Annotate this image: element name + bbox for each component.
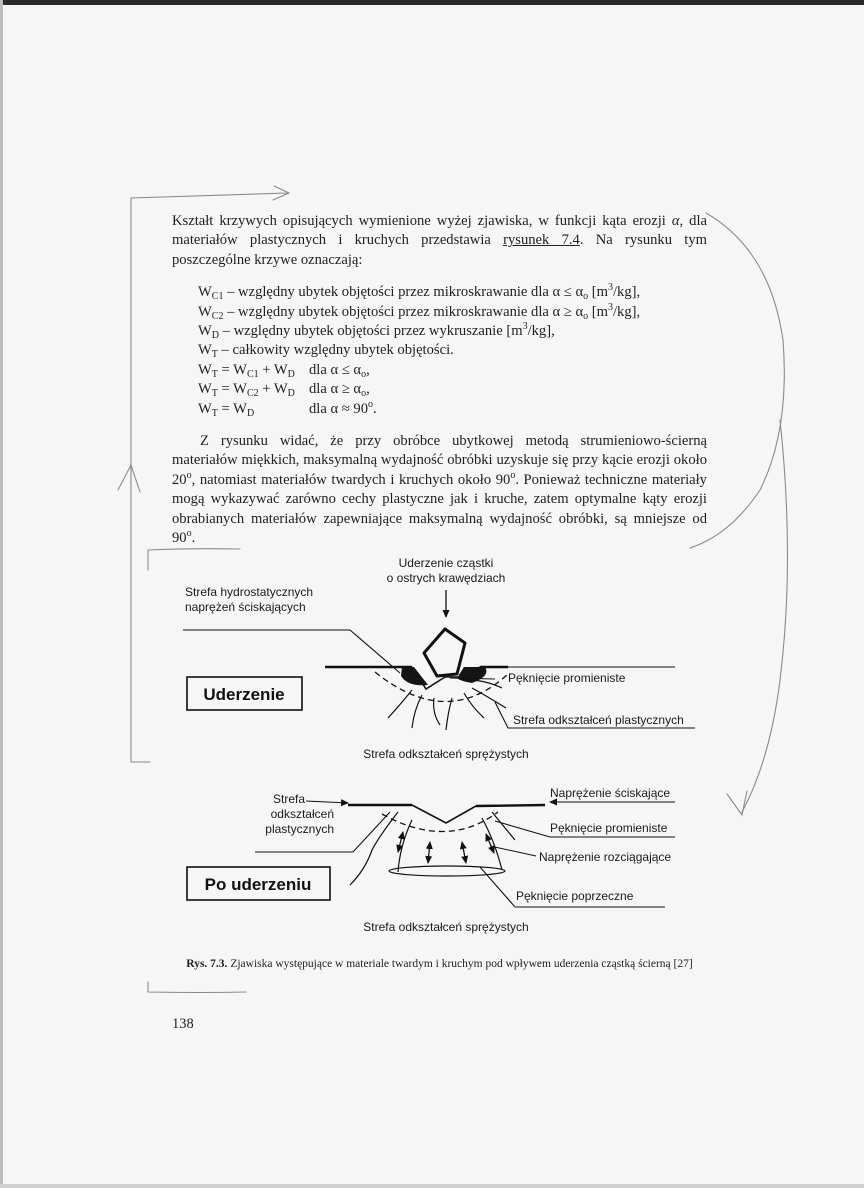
annotation-arrow-right (727, 791, 747, 815)
label-plastic-b2: odkształceń (270, 807, 334, 821)
equation-1: $W_T = W_{C1} + W_D$ dla $\alpha \le \alpha_o$, (198, 361, 370, 380)
intro-text-2: , dla materiałów plastycznych i kruchych przedstawia (172, 213, 707, 249)
label-tensile: Naprężenie rozciągające (539, 850, 672, 864)
label-plastic-top: Strefa odkształceń plastycznych (513, 713, 684, 727)
definition-wd: $W_D$ – względny ubytek objętości przez wykruszanie $[m^3/kg]$, (198, 321, 555, 342)
label-elastic-b: Strefa odkształceń sprężystych (363, 920, 529, 934)
abrasive-particle (424, 629, 465, 676)
body-text (172, 212, 707, 549)
label-elastic-top: Strefa odkształceń sprężystych (363, 747, 529, 761)
label-compressive: Naprężenie ściskające (550, 786, 671, 800)
figure-reference-link[interactable]: rysunek 7.4 (503, 232, 580, 249)
label-po-uderzeniu: Po uderzeniu (204, 875, 312, 894)
label-plastic-b1: Strefa (272, 792, 305, 806)
label-radial-b: Pęknięcie promieniste (550, 821, 668, 835)
annotation-arrow-up (118, 465, 140, 492)
surface-b-right (476, 805, 545, 806)
label-hydro-line1: Strefa hydrostatycznych (185, 585, 314, 599)
label-hydro-line2: naprężeń ściskających (185, 600, 306, 614)
label-uderzenie: Uderzenie (203, 685, 285, 704)
leader-radial-inner (450, 678, 495, 679)
radial-cracks (388, 680, 506, 730)
arrow-plastic-b (306, 801, 348, 803)
conclusion-paragraph: Z rysunku widać, że przy obróbce ubytkowej metodą strumieniowo-ścierną materiałów miękkich, maksymalną wydajność obróbki uzyskuje się przy kącie erozji około 20$^o$, natomiast materiałów twardych i kruchych około 90$^o$. Ponieważ techniczne materiały mogą wykazywać zarówno cechy plastyczne jak i kruche, zatem optymalne kąty erozji obrabianych materiałów zapewniające maksymalną wydajność obróbki, są mniejsze od 90$^o$. (172, 433, 707, 547)
lateral-crack-ellipse (389, 866, 505, 876)
tensile-arrows (398, 832, 494, 863)
alpha-symbol: α (671, 213, 680, 229)
label-plastic-b3: plastycznych (265, 822, 334, 836)
plastic-zone-b (382, 812, 498, 832)
annotation-bracket-left (131, 205, 150, 762)
label-particle-line1: Uderzenie cząstki (398, 556, 494, 570)
page-number: 138 (172, 1016, 194, 1032)
caption-text: Zjawiska występujące w materiale twardym i kruchym pod wpływem uderzenia cząstką ścierną [27] (227, 958, 693, 970)
figure-impact-diagram (150, 550, 710, 945)
intro-text-1: Kształt krzywych opisujących wymienione wyżej zjawiska, w funkcji kąta erozji (172, 213, 672, 229)
annotation-arrow-top (131, 186, 289, 205)
definition-wc2: $W_{C2}$ – względny ubytek objętości przez mikroskrawanie dla $\alpha \ge \alpha_o$ $[m^3/kg]$, (198, 301, 641, 322)
after-impact-panel (187, 786, 675, 934)
dent-outline (412, 805, 476, 823)
definitions-list (198, 283, 707, 419)
equation-3: $W_T = W_D$ dla $\alpha \approx 90^o$. (198, 398, 377, 419)
intro-text-3: . Na rysunku tym poszczególne krzywe oznaczają: (172, 232, 707, 268)
label-radial-top: Pęknięcie promieniste (508, 671, 626, 685)
caption-label: Rys. 7.3. (186, 958, 228, 970)
figure-caption (172, 957, 707, 972)
hydro-zone-left (401, 667, 428, 685)
intro-paragraph (172, 212, 707, 270)
label-lateral: Pęknięcie poprzeczne (516, 889, 634, 903)
label-particle-line2: o ostrych krawędziach (386, 571, 506, 585)
equation-2: $W_T = W_{C2} + W_D$ dla $\alpha \ge \alpha_o$, (198, 381, 370, 400)
annotation-bracket-bottom (148, 982, 246, 993)
definition-wt: $W_T$ – całkowity względny ubytek objętości. (198, 342, 454, 361)
definition-wc1: $W_{C1}$ – względny ubytek objętości przez mikroskrawanie dla $\alpha \le \alpha_o$ $[m^3/kg]$, (198, 282, 641, 303)
impact-panel (183, 556, 695, 761)
